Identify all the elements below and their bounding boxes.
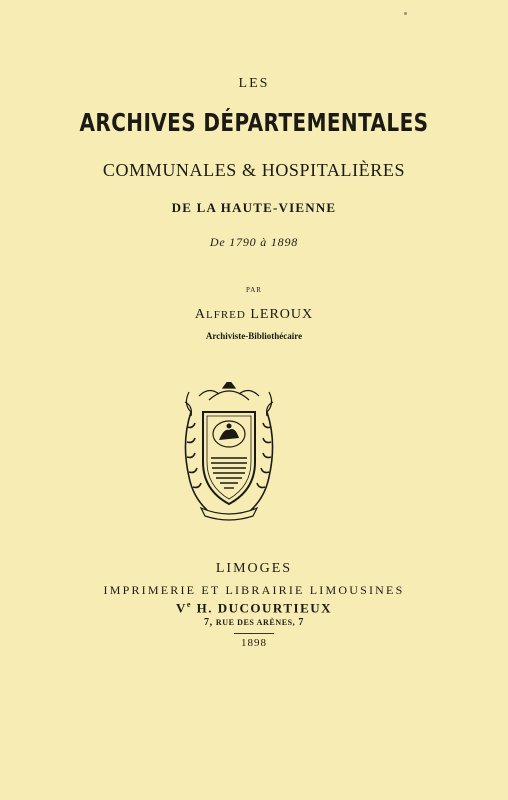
- imprint-address: [0, 617, 508, 628]
- publisher-prefix-sup: e: [186, 600, 192, 609]
- date-range: De 1790 à 1898: [209, 235, 299, 249]
- par-label: PAR: [246, 286, 262, 294]
- region-line: DE LA HAUTE-VIENNE: [171, 200, 337, 215]
- imprint-year: 1898: [241, 637, 267, 649]
- author-first-initial: A: [194, 307, 206, 322]
- address-number: 7,: [204, 617, 213, 628]
- subtitle: COMMUNALES & HOSPITALIÈRES: [102, 160, 406, 180]
- address-street: RUE DES ARÈNES,: [215, 618, 296, 627]
- author-name: [0, 307, 508, 323]
- imprint-publisher: [0, 600, 508, 616]
- author-first-rest: LFRED: [206, 309, 246, 321]
- speck-mark: [404, 12, 407, 15]
- publisher-prefix: V: [175, 600, 187, 616]
- publisher-name: H. DUCOURTIEUX: [196, 600, 333, 616]
- coat-of-arms-icon: [179, 382, 279, 522]
- separator-rule: [234, 633, 274, 634]
- author-last-name: LEROUX: [250, 307, 314, 322]
- author-role: Archiviste-Bibliothécaire: [205, 331, 303, 341]
- title-article: LES: [238, 76, 270, 91]
- main-title: ARCHIVES DÉPARTEMENTALES: [79, 108, 429, 137]
- imprint-printer: IMPRIMERIE ET LIBRAIRIE LIMOUSINES: [103, 583, 405, 597]
- address-number-2: 7: [298, 617, 304, 628]
- imprint-city: LIMOGES: [215, 561, 293, 576]
